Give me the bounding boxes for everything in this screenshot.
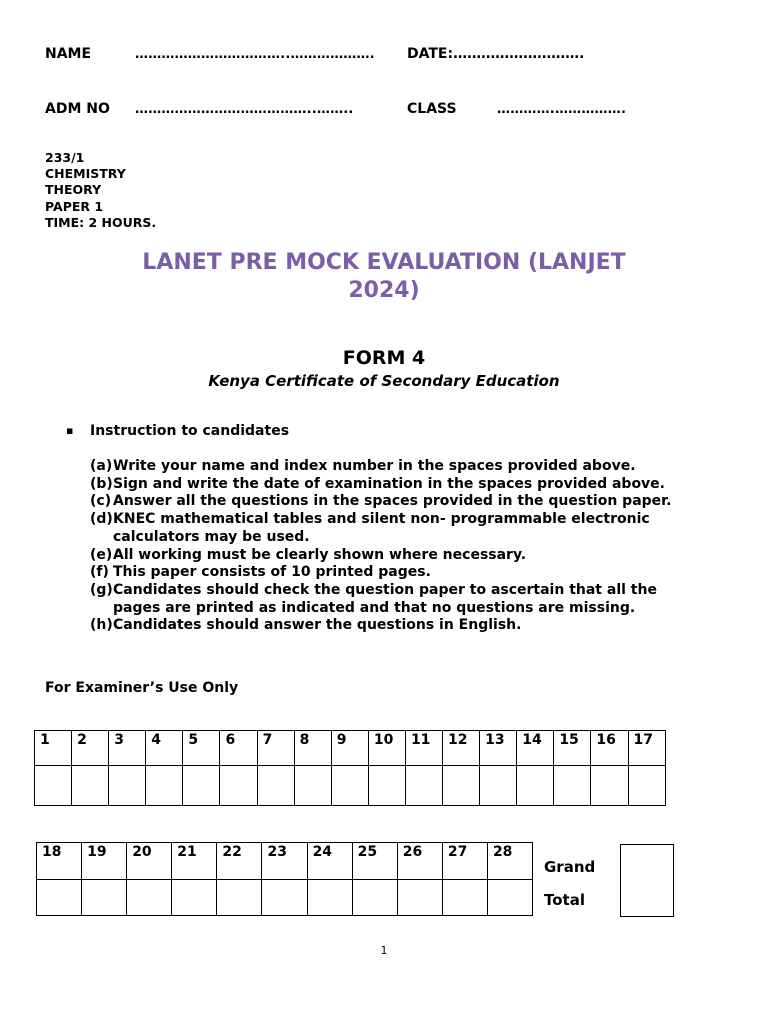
score-entry-cell[interactable]	[517, 766, 554, 806]
instructions-heading: Instruction to candidates	[90, 423, 290, 439]
question-number-cell: 21	[172, 843, 217, 880]
form-heading: FORM 4	[342, 347, 426, 369]
question-number-cell: 14	[517, 731, 554, 766]
adm-no-label: ADM NO	[45, 101, 110, 117]
paper-number: PAPER 1	[45, 198, 104, 214]
question-number-cell: 3	[109, 731, 146, 766]
question-number-cell: 11	[405, 731, 442, 766]
score-entry-cell[interactable]	[331, 766, 368, 806]
instruction-item: (e) All working must be clearly shown where necessary.	[90, 546, 527, 563]
exam-title: LANET PRE MOCK EVALUATION (LANJET 2024)	[142, 250, 626, 303]
score-entry-cell[interactable]	[172, 880, 217, 916]
instruction-item: (h) Candidates should answer the questions in English.	[90, 617, 522, 634]
score-entry-cell[interactable]	[554, 766, 591, 806]
question-number-cell: 13	[480, 731, 517, 766]
question-number-cell: 22	[217, 843, 262, 880]
paper-time: TIME: 2 HOURS.	[45, 214, 157, 230]
score-entry-cell[interactable]	[480, 766, 517, 806]
examiner-use-label: For Examiner’s Use Only	[45, 680, 239, 696]
question-number-cell: 28	[487, 843, 532, 880]
score-entry-cell[interactable]	[217, 880, 262, 916]
name-field[interactable]: ……………………………..……………….	[135, 47, 375, 62]
question-number-cell: 23	[262, 843, 307, 880]
date-field[interactable]: DATE:……………………….	[407, 46, 585, 62]
total-label: Total	[544, 891, 585, 909]
score-table-1	[34, 730, 666, 806]
score-entry-cell[interactable]	[109, 766, 146, 806]
score-entry-cell[interactable]	[307, 880, 352, 916]
instruction-item: (d) KNEC mathematical tables and silent non- programmable electronic calculators may be used.	[90, 511, 650, 545]
question-number-cell: 25	[352, 843, 397, 880]
question-number-cell: 17	[628, 731, 665, 766]
question-number-cell: 8	[294, 731, 331, 766]
question-number-cell: 12	[443, 731, 480, 766]
paper-code: 233/1	[45, 150, 85, 165]
question-number-cell: 19	[82, 843, 127, 880]
score-entry-cell[interactable]	[397, 880, 442, 916]
score-entry-cell[interactable]	[127, 880, 172, 916]
score-entry-cell[interactable]	[35, 766, 72, 806]
score-entry-cell[interactable]	[72, 766, 109, 806]
score-entry-cell[interactable]	[183, 766, 220, 806]
question-number-cell: 6	[220, 731, 257, 766]
score-table-2	[36, 842, 533, 916]
instruction-item: (f) This paper consists of 10 printed pages.	[90, 564, 431, 581]
question-number-cell: 16	[591, 731, 628, 766]
score-entry-cell[interactable]	[262, 880, 307, 916]
score-entry-cell[interactable]	[82, 880, 127, 916]
instructions-list	[90, 458, 730, 635]
score-entry-cell[interactable]	[368, 766, 405, 806]
score-entry-cell[interactable]	[257, 766, 294, 806]
question-number-cell: 1	[35, 731, 72, 766]
question-number-cell: 9	[331, 731, 368, 766]
page-number: 1	[380, 944, 388, 957]
question-number-cell: 2	[72, 731, 109, 766]
instruction-item: (a) Write your name and index number in the spaces provided above.	[90, 458, 636, 474]
class-label: CLASS	[407, 101, 457, 117]
score-entry-cell[interactable]	[405, 766, 442, 806]
class-field[interactable]: ………….…………….	[497, 102, 627, 117]
score-entry-cell[interactable]	[442, 880, 487, 916]
question-number-cell: 24	[307, 843, 352, 880]
name-label: NAME	[45, 46, 92, 62]
score-entry-cell[interactable]	[591, 766, 628, 806]
exam-body: Kenya Certificate of Secondary Education	[208, 372, 560, 390]
question-number-cell: 27	[442, 843, 487, 880]
adm-no-field[interactable]: …………………………………..……..	[135, 102, 354, 117]
paper-type: THEORY	[45, 182, 102, 198]
instruction-item: (g) Candidates should check the question paper to ascertain that all the pages are printed as indicated and that no questions are missing.	[90, 581, 657, 616]
question-number-cell: 7	[257, 731, 294, 766]
score-entry-cell[interactable]	[37, 880, 82, 916]
grand-label: Grand	[544, 858, 596, 876]
score-entry-cell[interactable]	[146, 766, 183, 806]
bullet-icon: ▪	[66, 424, 74, 437]
score-entry-cell[interactable]	[220, 766, 257, 806]
question-number-cell: 10	[368, 731, 405, 766]
score-entry-cell[interactable]	[443, 766, 480, 806]
paper-info	[45, 150, 156, 231]
paper-subject: CHEMISTRY	[45, 166, 126, 182]
grand-total-box[interactable]	[620, 844, 674, 917]
score-entry-cell[interactable]	[352, 880, 397, 916]
instruction-item: (c) Answer all the questions in the spaces provided in the question paper.	[90, 493, 672, 510]
question-number-cell: 4	[146, 731, 183, 766]
score-entry-cell[interactable]	[628, 766, 665, 806]
question-number-cell: 5	[183, 731, 220, 766]
question-number-cell: 26	[397, 843, 442, 880]
question-number-cell: 20	[127, 843, 172, 880]
score-entry-cell[interactable]	[294, 766, 331, 806]
score-entry-cell[interactable]	[487, 880, 532, 916]
question-number-cell: 15	[554, 731, 591, 766]
question-number-cell: 18	[37, 843, 82, 880]
instruction-item: (b) Sign and write the date of examination in the spaces provided above.	[90, 475, 665, 492]
